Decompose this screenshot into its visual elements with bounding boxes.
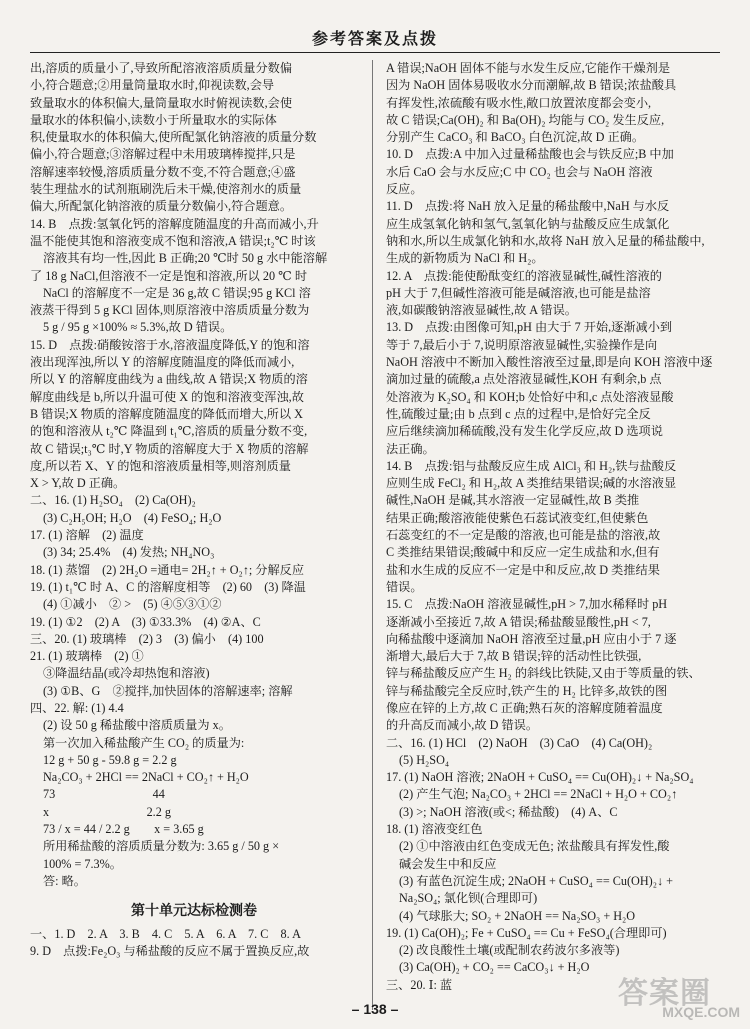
text-line: 15. D 点拨:硝酸铵溶于水,溶液温度降低,Y 的饱和溶 [30, 337, 310, 352]
text-line: 滴加过量的硫酸,a 点处溶液显碱性,KOH 有剩余,b 点 [386, 372, 662, 387]
text-line: 二、16. (1) HCl (2) NaOH (3) CaO (4) Ca(OH)₂ [386, 735, 653, 750]
text-line: 偏小,符合题意;③溶解过程中未用玻璃棒搅拌,只是 [30, 147, 296, 162]
text-line: 100% = 7.3%。 [43, 856, 122, 871]
text-line: (3) ①B、G ②搅拌,加快固体的溶解速率; 溶解 [43, 683, 293, 698]
text-line: 应后继续滴加稀硫酸,没有发生化学反应,故 D 选项说 [386, 424, 663, 439]
text-line: A 错误;NaOH 固体不能与水发生反应,它能作干燥剂是 [386, 61, 671, 75]
watermark-logo-text: 答案圈 [618, 977, 711, 1010]
text-line: 液出现浑浊,所以 Y 的溶解度随温度的降低而减小, [30, 355, 295, 370]
text-line: 解度曲线是 b,所以升温可使 X 的饱和溶液变浑浊,故 [30, 389, 304, 404]
text-line: 19. (1) t₁℃ 时 A、C 的溶解度相等 (2) 60 (3) 降温 [30, 579, 306, 594]
text-line: 的升高反而减小,故 D 错误。 [386, 718, 539, 733]
text-line: 故 C 错误;t₃℃ 时,Y 物质的溶解度大于 X 物质的溶解 [30, 441, 309, 456]
text-line: NaCl 的溶解度不一定是 36 g,故 C 错误;95 g KCl 溶 [43, 285, 311, 300]
text-line: 9. D 点拨:Fe₂O₃ 与稀盐酸的反应不属于置换反应,故 [30, 943, 310, 958]
text-line: 应则生成 FeCl₂ 和 H₂,故 A 类推结果错误;碱的水溶液显 [386, 476, 677, 491]
text-line: 处溶液为 K₂SO₄ 和 KOH;b 处恰好中和,c 点处溶液显酸 [386, 389, 674, 404]
text-line: 第一次加入稀盐酸产生 CO₂ 的质量为: [43, 735, 245, 750]
right-column [386, 60, 720, 992]
page-number: – 138 – [351, 1001, 399, 1017]
text-line: 锌与稀盐酸完全反应时,铁产生的 H₂ 比锌多,故铁的图 [386, 683, 668, 698]
column-divider [372, 60, 373, 1010]
text-line: 答: 略。 [43, 873, 86, 888]
text-line: X > Y,故 D 正确。 [30, 476, 126, 491]
text-line: 性,硫酸过量;由 b 点到 c 点的过程中,是恰好完全反 [386, 406, 651, 421]
text-line: 19. (1) Ca(OH)₂; Fe + CuSO₄ == Cu + FeSO₄(合理即可) [386, 925, 667, 940]
text-line: 的饱和溶液从 t₂℃ 降温到 t₁℃,溶质的质量分数不变, [30, 424, 308, 439]
text-line: (4) ①减小 ② > (5) ④⑤③①② [43, 597, 222, 612]
watermark-logo [618, 968, 742, 1024]
text-line: (2) 设 50 g 稀盐酸中溶质质量为 x。 [43, 718, 231, 733]
header-rule [30, 52, 720, 53]
text-line: 因为 NaOH 固体易吸收水分而潮解,故 B 错误;浓盐酸具 [386, 78, 677, 93]
text-line: C 类推结果错误;酸碱中和反应一定生成盐和水,但有 [386, 545, 660, 560]
text-line: 向稀盐酸中逐滴加 NaOH 溶液至过量,pH 应由小于 7 逐 [386, 631, 677, 646]
text-line: 分别产生 CaCO₃ 和 BaCO₃ 白色沉淀,故 D 正确。 [386, 130, 645, 145]
text-line: 碱会发生中和反应 [399, 856, 497, 871]
text-line: 度,所以若 X、Y 的饱和溶液质量相等,则溶剂质量 [30, 458, 291, 473]
text-line: 13. D 点拨:由图像可知,pH 由大于 7 开始,逐渐减小到 [386, 320, 673, 335]
text-line: (4) 气球胀大; SO₂ + 2NaOH == Na₂SO₃ + H₂O [399, 908, 636, 923]
text-line: 温不能使其饱和溶液变成不饱和溶液,A 错误;t₂℃ 时该 [30, 233, 316, 248]
text-line: 5 g / 95 g ×100% ≈ 5.3%,故 D 错误。 [43, 320, 233, 335]
page-title: 参考答案及点拨 [311, 31, 438, 48]
text-line: 反应。 [386, 182, 423, 197]
text-line: 石蕊变红的不一定是酸的溶液,也可能是盐的溶液,故 [386, 528, 661, 543]
text-line: 19. (1) ①2 (2) A (3) ①33.3% (4) ②A、C [30, 614, 261, 629]
page-header [30, 8, 720, 54]
text-line: 10. D 点拨:A 中加入过量稀盐酸也会与铁反应;B 中加 [386, 147, 674, 162]
text-line: 像应在锌的上方,故 C 正确;熟石灰的溶解度随着温度 [386, 700, 663, 715]
text-line: (2) 产生气泡; Na₂CO₃ + 2HCl == 2NaCl + H₂O + CO₂↑ [399, 787, 678, 802]
text-line: 出,溶质的质量小了,导致所配溶液溶质质量分数偏 [30, 61, 293, 75]
text-line: 12. A 点拨:能使酚酞变红的溶液显碱性,碱性溶液的 [386, 268, 662, 283]
text-line: 12 g + 50 g - 59.8 g = 2.2 g [43, 752, 177, 767]
text-line: 结果正确;酸溶液能使紫色石蕊试液变红,但使紫色 [386, 510, 649, 525]
text-line: (3) 有蓝色沉淀生成; 2NaOH + CuSO₄ == Cu(OH)₂↓ + [399, 873, 673, 888]
text-line: 积,使量取水的体积偏大,使所配氯化钠溶液的质量分数 [30, 130, 317, 145]
text-line: (2) ①中溶液由红色变成无色; 浓盐酸具有挥发性,酸 [399, 839, 670, 854]
text-line: (3) >; NaOH 溶液(或<; 稀盐酸) (4) A、C [399, 804, 618, 819]
text-line: 18. (1) 蒸馏 (2) 2H₂O =通电= 2H₂↑ + O₂↑; 分解反应 [30, 562, 305, 577]
text-line: Na₂SO₄; 氯化钡(合理即可) [399, 891, 538, 906]
text-line: 盐和水生成的反应不一定是中和反应,故 D 类推结果 [386, 562, 660, 577]
text-line: x 2.2 g [43, 804, 171, 819]
text-line: (5) H₂SO₄ [399, 752, 450, 767]
text-line: 偏大,所配氯化钠溶液的质量分数偏小,符合题意。 [30, 199, 293, 214]
text-line: Na₂CO₃ + 2HCl == 2NaCl + CO₂↑ + H₂O [43, 770, 249, 785]
text-line: 装生理盐水的试剂瓶刷洗后未干燥,使溶剂水的质量 [30, 182, 302, 197]
text-line: (3) Ca(OH)₂ + CO₂ == CaCO₃↓ + H₂O [399, 960, 590, 975]
text-line: 渐增大,最后大于 7,故 B 错误;锌的活动性比铁强, [386, 649, 642, 664]
text-line: 所以 Y 的溶解度曲线为 a 曲线,故 A 错误;X 物质的溶 [30, 372, 308, 387]
text-line: 有挥发性,浓硫酸有吸水性,敞口放置浓度都会变小, [386, 95, 652, 110]
text-line: (3) C₂H₅OH; H₂O (4) FeSO₄; H₂O [43, 510, 222, 525]
text-line: 21. (1) 玻璃棒 (2) ① [30, 649, 144, 664]
text-line: 量取水的体积偏小,读数小于所量取水的实际体 [30, 112, 277, 127]
text-line: 致量取水的体积偏大,量筒量取水时俯视读数,会使 [30, 95, 293, 110]
text-line: 溶解速率较慢,溶质质量分数不变,不符合题意;④盛 [30, 164, 296, 179]
text-line: 液蒸干得到 5 g KCl 固体,则原溶液中溶质质量分数为 [30, 303, 310, 318]
text-line: 17. (1) NaOH 溶液; 2NaOH + CuSO₄ == Cu(OH)₂↓ + Na₂SO₄ [386, 770, 694, 785]
text-line: 溶液其有均一性,因此 B 正确;20 ℃时 50 g 水中能溶解 [43, 251, 328, 266]
text-line: 小,符合题意;②用量筒量取水时,仰视读数,会导 [30, 78, 275, 93]
text-line: 生成的新物质为 NaCl 和 H₂。 [386, 251, 544, 266]
text-line: 等于 7,最后小于 7,说明原溶液显碱性,实验操作是向 [386, 337, 658, 352]
text-line: 水后 CaO 会与水反应;C 中 CO₂ 也会与 NaOH 溶液 [386, 164, 653, 179]
left-column [30, 60, 358, 977]
text-line: ③降温结晶(或冷却热饱和溶液) [43, 666, 210, 681]
text-line: 法正确。 [386, 441, 435, 456]
text-line: B 错误;X 物质的溶解度随温度的降低而增大,所以 X [30, 406, 303, 421]
text-line: 三、20. (1) 玻璃棒 (2) 3 (3) 偏小 (4) 100 [30, 631, 264, 646]
text-line: 了 18 g NaCl,但溶液不一定是饱和溶液,所以 20 ℃ 时 [30, 268, 308, 283]
watermark-url: MXQE.COM [662, 1004, 740, 1020]
text-line: 14. B 点拨:氢氧化钙的溶解度随温度的升高而减小,升 [30, 216, 319, 231]
text-line: 一、1. D 2. A 3. B 4. C 5. A 6. A 7. C 8. A [30, 926, 301, 941]
text-line: 钠和水,所以生成氯化钠和水,故将 NaH 放入足量的稀盐酸中, [386, 233, 705, 248]
text-line: 故 C 错误;Ca(OH)₂ 和 Ba(OH)₂ 均能与 CO₂ 发生反应, [386, 112, 665, 127]
text-line: 锌与稀盐酸反应产生 H₂ 的斜线比铁陡,又由于等质量的铁、 [386, 666, 701, 681]
text-line: 15. C 点拨:NaOH 溶液显碱性,pH > 7,加水稀释时 pH [386, 597, 668, 612]
text-line: 三、20. Ⅰ: 蓝 [386, 977, 453, 992]
text-line: (3) 34; 25.4% (4) 发热; NH₄NO₃ [43, 545, 215, 560]
section-title: 第十单元达标检测卷 [131, 902, 257, 919]
text-line: 17. (1) 溶解 (2) 温度 [30, 528, 144, 543]
text-line: 错误。 [386, 579, 423, 594]
text-line: 18. (1) 溶液变红色 [386, 822, 483, 837]
text-line: (2) 改良酸性土壤(或配制农药波尔多液等) [399, 943, 620, 958]
text-line: 碱性,NaOH 是碱,其水溶液一定显碱性,故 B 类推 [386, 493, 640, 508]
text-line: 73 / x = 44 / 2.2 g x = 3.65 g [43, 822, 204, 837]
text-line: 应生成氢氧化钠和氢气,氢氧化钠与盐酸反应生成氯化 [386, 216, 670, 231]
text-line: 73 44 [43, 787, 165, 802]
text-line: 所用稀盐酸的溶质质量分数为: 3.65 g / 50 g × [43, 839, 280, 854]
text-line: 四、22. 解: (1) 4.4 [30, 700, 124, 715]
text-line: NaOH 溶液中不断加入酸性溶液至过量,即是向 KOH 溶液中逐 [386, 355, 713, 370]
text-line: 液,如碳酸钠溶液显碱性,故 A 错误。 [386, 303, 577, 318]
text-line: 14. B 点拨:铝与盐酸反应生成 AlCl₃ 和 H₂,铁与盐酸反 [386, 458, 677, 473]
text-line: 二、16. (1) H₂SO₄ (2) Ca(OH)₂ [30, 493, 196, 508]
text-line: 逐渐减小至接近 7,故 A 错误;稀盐酸显酸性,pH < 7, [386, 614, 651, 629]
text-line: 11. D 点拨:将 NaH 放入足量的稀盐酸中,NaH 与水反 [386, 199, 670, 214]
text-line: pH 大于 7,但碱性溶液可能是碱溶液,也可能是盐溶 [386, 285, 651, 300]
